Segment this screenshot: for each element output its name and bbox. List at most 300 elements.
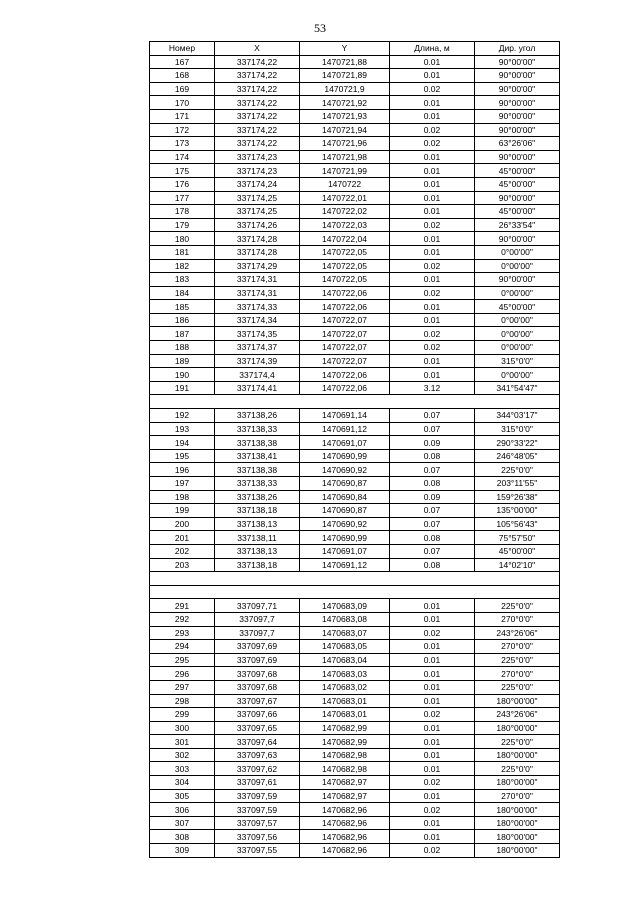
- table-row: [150, 164, 560, 178]
- y-coordinate-cell: 1470691,12: [300, 422, 390, 436]
- y-coordinate-cell: 1470721,92: [300, 96, 390, 110]
- table-row: [150, 680, 560, 694]
- length-cell: 0.01: [390, 721, 475, 735]
- length-cell: 0.01: [390, 205, 475, 219]
- x-coordinate-cell: 337174,23: [215, 164, 300, 178]
- x-coordinate-cell: 337138,26: [215, 490, 300, 504]
- direction-angle-cell: 90°00'00": [475, 273, 560, 287]
- separator-cell: [150, 395, 560, 409]
- y-coordinate-cell: 1470682,96: [300, 830, 390, 844]
- x-coordinate-cell: 337174,37: [215, 341, 300, 355]
- length-cell: 0.01: [390, 55, 475, 69]
- point-number-cell: 300: [150, 721, 215, 735]
- direction-angle-cell: 45°00'00": [475, 544, 560, 558]
- point-number-cell: 181: [150, 245, 215, 259]
- direction-angle-cell: 315°0'0": [475, 354, 560, 368]
- direction-angle-cell: 243°26'06": [475, 708, 560, 722]
- y-coordinate-cell: 1470721,88: [300, 55, 390, 69]
- point-number-cell: 176: [150, 177, 215, 191]
- point-number-cell: 171: [150, 109, 215, 123]
- table-header-row: [150, 42, 560, 56]
- length-cell: 0.08: [390, 558, 475, 572]
- x-coordinate-cell: 337174,22: [215, 96, 300, 110]
- column-header-direction-angle: Дир. угол: [475, 42, 560, 56]
- y-coordinate-cell: 1470682,98: [300, 762, 390, 776]
- point-number-cell: 298: [150, 694, 215, 708]
- table-row: [150, 436, 560, 450]
- length-cell: 0.01: [390, 69, 475, 83]
- table-row: [150, 327, 560, 341]
- direction-angle-cell: 159°26'38": [475, 490, 560, 504]
- table-row: [150, 55, 560, 69]
- length-cell: 0.07: [390, 422, 475, 436]
- direction-angle-cell: 90°00'00": [475, 69, 560, 83]
- point-number-cell: 179: [150, 218, 215, 232]
- separator-row: [150, 572, 560, 586]
- point-number-cell: 307: [150, 816, 215, 830]
- x-coordinate-cell: 337174,25: [215, 191, 300, 205]
- x-coordinate-cell: 337097,7: [215, 626, 300, 640]
- table-row: [150, 177, 560, 191]
- x-coordinate-cell: 337138,18: [215, 504, 300, 518]
- y-coordinate-cell: 1470722,01: [300, 191, 390, 205]
- direction-angle-cell: 225°0'0": [475, 680, 560, 694]
- direction-angle-cell: 270°0'0": [475, 612, 560, 626]
- y-coordinate-cell: 1470690,92: [300, 463, 390, 477]
- length-cell: 0.01: [390, 667, 475, 681]
- y-coordinate-cell: 1470691,07: [300, 544, 390, 558]
- direction-angle-cell: 341°54'47": [475, 381, 560, 395]
- x-coordinate-cell: 337174,22: [215, 82, 300, 96]
- length-cell: 0.02: [390, 259, 475, 273]
- length-cell: 0.01: [390, 789, 475, 803]
- y-coordinate-cell: 1470683,08: [300, 612, 390, 626]
- table-body: [150, 55, 560, 857]
- direction-angle-cell: 90°00'00": [475, 232, 560, 246]
- y-coordinate-cell: 1470682,99: [300, 735, 390, 749]
- y-coordinate-cell: 1470722,07: [300, 354, 390, 368]
- column-header-number: Номер: [150, 42, 215, 56]
- y-coordinate-cell: 1470691,12: [300, 558, 390, 572]
- length-cell: 0.02: [390, 82, 475, 96]
- point-number-cell: 202: [150, 544, 215, 558]
- x-coordinate-cell: 337097,55: [215, 844, 300, 858]
- table-row: [150, 844, 560, 858]
- y-coordinate-cell: 1470690,92: [300, 517, 390, 531]
- y-coordinate-cell: 1470722,07: [300, 313, 390, 327]
- length-cell: 0.02: [390, 286, 475, 300]
- x-coordinate-cell: 337174,22: [215, 69, 300, 83]
- y-coordinate-cell: 1470682,96: [300, 816, 390, 830]
- length-cell: 0.01: [390, 680, 475, 694]
- table-row: [150, 612, 560, 626]
- direction-angle-cell: 90°00'00": [475, 96, 560, 110]
- y-coordinate-cell: 1470690,87: [300, 504, 390, 518]
- y-coordinate-cell: 1470722,06: [300, 286, 390, 300]
- column-header-y: Y: [300, 42, 390, 56]
- coordinates-table: [149, 41, 560, 858]
- length-cell: 0.07: [390, 463, 475, 477]
- table-row: [150, 449, 560, 463]
- length-cell: 0.01: [390, 191, 475, 205]
- length-cell: 0.01: [390, 694, 475, 708]
- point-number-cell: 306: [150, 803, 215, 817]
- page-number: 53: [314, 21, 326, 35]
- point-number-cell: 180: [150, 232, 215, 246]
- point-number-cell: 195: [150, 449, 215, 463]
- length-cell: 0.02: [390, 708, 475, 722]
- y-coordinate-cell: 1470721,98: [300, 150, 390, 164]
- y-coordinate-cell: 1470722,05: [300, 245, 390, 259]
- table-row: [150, 109, 560, 123]
- length-cell: 0.02: [390, 123, 475, 137]
- length-cell: 0.09: [390, 490, 475, 504]
- point-number-cell: 197: [150, 477, 215, 491]
- direction-angle-cell: 246°48'05": [475, 449, 560, 463]
- y-coordinate-cell: 1470682,99: [300, 721, 390, 735]
- direction-angle-cell: 225°0'0": [475, 653, 560, 667]
- table-row: [150, 803, 560, 817]
- direction-angle-cell: 180°00'00": [475, 748, 560, 762]
- y-coordinate-cell: 1470721,99: [300, 164, 390, 178]
- y-coordinate-cell: 1470683,09: [300, 599, 390, 613]
- point-number-cell: 294: [150, 640, 215, 654]
- table-row: [150, 463, 560, 477]
- y-coordinate-cell: 1470683,05: [300, 640, 390, 654]
- length-cell: 0.09: [390, 436, 475, 450]
- length-cell: 0.02: [390, 776, 475, 790]
- table-row: [150, 191, 560, 205]
- length-cell: 0.08: [390, 477, 475, 491]
- table-row: [150, 558, 560, 572]
- x-coordinate-cell: 337174,31: [215, 286, 300, 300]
- y-coordinate-cell: 1470722,02: [300, 205, 390, 219]
- y-coordinate-cell: 1470682,96: [300, 844, 390, 858]
- y-coordinate-cell: 1470682,97: [300, 789, 390, 803]
- direction-angle-cell: 225°0'0": [475, 762, 560, 776]
- length-cell: 0.01: [390, 354, 475, 368]
- x-coordinate-cell: 337138,38: [215, 463, 300, 477]
- table-row: [150, 735, 560, 749]
- x-coordinate-cell: 337097,67: [215, 694, 300, 708]
- y-coordinate-cell: 1470722,07: [300, 341, 390, 355]
- x-coordinate-cell: 337097,59: [215, 803, 300, 817]
- table-row: [150, 137, 560, 151]
- length-cell: 0.01: [390, 109, 475, 123]
- y-coordinate-cell: 1470690,87: [300, 477, 390, 491]
- length-cell: 0.01: [390, 273, 475, 287]
- direction-angle-cell: 90°00'00": [475, 82, 560, 96]
- y-coordinate-cell: 1470722,03: [300, 218, 390, 232]
- column-header-x: X: [215, 42, 300, 56]
- table-row: [150, 273, 560, 287]
- y-coordinate-cell: 1470722,06: [300, 381, 390, 395]
- table-row: [150, 748, 560, 762]
- table-row: [150, 721, 560, 735]
- x-coordinate-cell: 337174,22: [215, 55, 300, 69]
- point-number-cell: 193: [150, 422, 215, 436]
- y-coordinate-cell: 1470721,89: [300, 69, 390, 83]
- x-coordinate-cell: 337097,7: [215, 612, 300, 626]
- x-coordinate-cell: 337174,31: [215, 273, 300, 287]
- point-number-cell: 192: [150, 409, 215, 423]
- direction-angle-cell: 180°00'00": [475, 844, 560, 858]
- direction-angle-cell: 243°26'06": [475, 626, 560, 640]
- direction-angle-cell: 180°00'00": [475, 776, 560, 790]
- y-coordinate-cell: 1470722: [300, 177, 390, 191]
- table-row: [150, 96, 560, 110]
- length-cell: 0.02: [390, 341, 475, 355]
- point-number-cell: 198: [150, 490, 215, 504]
- length-cell: 0.02: [390, 327, 475, 341]
- table-row: [150, 544, 560, 558]
- table-row: [150, 205, 560, 219]
- x-coordinate-cell: 337138,33: [215, 477, 300, 491]
- length-cell: 0.07: [390, 504, 475, 518]
- x-coordinate-cell: 337138,33: [215, 422, 300, 436]
- length-cell: 0.02: [390, 137, 475, 151]
- table-row: [150, 762, 560, 776]
- x-coordinate-cell: 337097,57: [215, 816, 300, 830]
- table-row: [150, 517, 560, 531]
- point-number-cell: 170: [150, 96, 215, 110]
- length-cell: 0.01: [390, 164, 475, 178]
- y-coordinate-cell: 1470722,05: [300, 273, 390, 287]
- length-cell: 0.01: [390, 96, 475, 110]
- separator-row: [150, 585, 560, 599]
- y-coordinate-cell: 1470722,06: [300, 368, 390, 382]
- length-cell: 0.07: [390, 409, 475, 423]
- y-coordinate-cell: 1470683,01: [300, 694, 390, 708]
- table-row: [150, 300, 560, 314]
- x-coordinate-cell: 337097,68: [215, 680, 300, 694]
- direction-angle-cell: 290°33'22": [475, 436, 560, 450]
- table-row: [150, 694, 560, 708]
- direction-angle-cell: 90°00'00": [475, 109, 560, 123]
- direction-angle-cell: 180°00'00": [475, 694, 560, 708]
- length-cell: 0.01: [390, 368, 475, 382]
- x-coordinate-cell: 337097,65: [215, 721, 300, 735]
- x-coordinate-cell: 337174,35: [215, 327, 300, 341]
- x-coordinate-cell: 337174,23: [215, 150, 300, 164]
- point-number-cell: 296: [150, 667, 215, 681]
- y-coordinate-cell: 1470691,07: [300, 436, 390, 450]
- y-coordinate-cell: 1470682,97: [300, 776, 390, 790]
- x-coordinate-cell: 337174,22: [215, 123, 300, 137]
- direction-angle-cell: 0°00'00": [475, 313, 560, 327]
- table-row: [150, 422, 560, 436]
- table-row: [150, 626, 560, 640]
- x-coordinate-cell: 337097,56: [215, 830, 300, 844]
- point-number-cell: 302: [150, 748, 215, 762]
- table-row: [150, 640, 560, 654]
- direction-angle-cell: 135°00'00": [475, 504, 560, 518]
- point-number-cell: 305: [150, 789, 215, 803]
- x-coordinate-cell: 337097,59: [215, 789, 300, 803]
- length-cell: 0.02: [390, 803, 475, 817]
- x-coordinate-cell: 337138,38: [215, 436, 300, 450]
- length-cell: 0.01: [390, 748, 475, 762]
- length-cell: 0.01: [390, 300, 475, 314]
- direction-angle-cell: 180°00'00": [475, 721, 560, 735]
- length-cell: 0.01: [390, 245, 475, 259]
- x-coordinate-cell: 337138,26: [215, 409, 300, 423]
- x-coordinate-cell: 337174,29: [215, 259, 300, 273]
- x-coordinate-cell: 337138,18: [215, 558, 300, 572]
- direction-angle-cell: 270°0'0": [475, 789, 560, 803]
- direction-angle-cell: 63°26'06": [475, 137, 560, 151]
- x-coordinate-cell: 337174,4: [215, 368, 300, 382]
- x-coordinate-cell: 337174,28: [215, 232, 300, 246]
- length-cell: 0.01: [390, 599, 475, 613]
- x-coordinate-cell: 337097,61: [215, 776, 300, 790]
- y-coordinate-cell: 1470690,99: [300, 449, 390, 463]
- x-coordinate-cell: 337138,13: [215, 517, 300, 531]
- direction-angle-cell: 270°0'0": [475, 667, 560, 681]
- point-number-cell: 291: [150, 599, 215, 613]
- x-coordinate-cell: 337174,34: [215, 313, 300, 327]
- table-row: [150, 490, 560, 504]
- point-number-cell: 186: [150, 313, 215, 327]
- direction-angle-cell: 0°00'00": [475, 259, 560, 273]
- direction-angle-cell: 0°00'00": [475, 245, 560, 259]
- y-coordinate-cell: 1470683,07: [300, 626, 390, 640]
- direction-angle-cell: 45°00'00": [475, 300, 560, 314]
- direction-angle-cell: 0°00'00": [475, 327, 560, 341]
- point-number-cell: 301: [150, 735, 215, 749]
- x-coordinate-cell: 337174,33: [215, 300, 300, 314]
- point-number-cell: 184: [150, 286, 215, 300]
- point-number-cell: 196: [150, 463, 215, 477]
- length-cell: 0.01: [390, 653, 475, 667]
- x-coordinate-cell: 337174,26: [215, 218, 300, 232]
- point-number-cell: 168: [150, 69, 215, 83]
- table-row: [150, 776, 560, 790]
- point-number-cell: 182: [150, 259, 215, 273]
- x-coordinate-cell: 337174,28: [215, 245, 300, 259]
- table-row: [150, 245, 560, 259]
- length-cell: 0.01: [390, 232, 475, 246]
- y-coordinate-cell: 1470721,93: [300, 109, 390, 123]
- point-number-cell: 303: [150, 762, 215, 776]
- length-cell: 0.01: [390, 612, 475, 626]
- x-coordinate-cell: 337174,24: [215, 177, 300, 191]
- x-coordinate-cell: 337097,71: [215, 599, 300, 613]
- direction-angle-cell: 315°0'0": [475, 422, 560, 436]
- direction-angle-cell: 90°00'00": [475, 191, 560, 205]
- y-coordinate-cell: 1470690,84: [300, 490, 390, 504]
- point-number-cell: 172: [150, 123, 215, 137]
- point-number-cell: 194: [150, 436, 215, 450]
- point-number-cell: 201: [150, 531, 215, 545]
- length-cell: 0.01: [390, 762, 475, 776]
- y-coordinate-cell: 1470691,14: [300, 409, 390, 423]
- x-coordinate-cell: 337174,41: [215, 381, 300, 395]
- point-number-cell: 309: [150, 844, 215, 858]
- x-coordinate-cell: 337097,63: [215, 748, 300, 762]
- direction-angle-cell: 75°57'50": [475, 531, 560, 545]
- table-row: [150, 341, 560, 355]
- length-cell: 0.02: [390, 218, 475, 232]
- point-number-cell: 185: [150, 300, 215, 314]
- x-coordinate-cell: 337097,69: [215, 640, 300, 654]
- table-row: [150, 789, 560, 803]
- y-coordinate-cell: 1470722,06: [300, 300, 390, 314]
- point-number-cell: 292: [150, 612, 215, 626]
- direction-angle-cell: 45°00'00": [475, 164, 560, 178]
- point-number-cell: 297: [150, 680, 215, 694]
- separator-row: [150, 395, 560, 409]
- table-row: [150, 368, 560, 382]
- point-number-cell: 173: [150, 137, 215, 151]
- length-cell: 0.01: [390, 830, 475, 844]
- point-number-cell: 175: [150, 164, 215, 178]
- table-row: [150, 477, 560, 491]
- direction-angle-cell: 203°11'55": [475, 477, 560, 491]
- table-row: [150, 381, 560, 395]
- point-number-cell: 203: [150, 558, 215, 572]
- point-number-cell: 200: [150, 517, 215, 531]
- table-row: [150, 232, 560, 246]
- direction-angle-cell: 0°00'00": [475, 341, 560, 355]
- y-coordinate-cell: 1470682,96: [300, 803, 390, 817]
- x-coordinate-cell: 337097,64: [215, 735, 300, 749]
- x-coordinate-cell: 337138,13: [215, 544, 300, 558]
- direction-angle-cell: 90°00'00": [475, 123, 560, 137]
- direction-angle-cell: 270°0'0": [475, 640, 560, 654]
- point-number-cell: 169: [150, 82, 215, 96]
- direction-angle-cell: 225°0'0": [475, 599, 560, 613]
- x-coordinate-cell: 337097,66: [215, 708, 300, 722]
- point-number-cell: 299: [150, 708, 215, 722]
- direction-angle-cell: 14°02'10": [475, 558, 560, 572]
- separator-cell: [150, 585, 560, 599]
- length-cell: 0.08: [390, 449, 475, 463]
- point-number-cell: 167: [150, 55, 215, 69]
- point-number-cell: 199: [150, 504, 215, 518]
- x-coordinate-cell: 337174,22: [215, 137, 300, 151]
- y-coordinate-cell: 1470721,94: [300, 123, 390, 137]
- length-cell: 0.02: [390, 844, 475, 858]
- point-number-cell: 177: [150, 191, 215, 205]
- point-number-cell: 295: [150, 653, 215, 667]
- separator-cell: [150, 572, 560, 586]
- length-cell: 0.07: [390, 517, 475, 531]
- table-row: [150, 409, 560, 423]
- table-row: [150, 313, 560, 327]
- table-row: [150, 830, 560, 844]
- length-cell: 0.01: [390, 313, 475, 327]
- length-cell: 0.07: [390, 544, 475, 558]
- x-coordinate-cell: 337097,68: [215, 667, 300, 681]
- column-header-length: Длина, м: [390, 42, 475, 56]
- length-cell: 0.02: [390, 626, 475, 640]
- direction-angle-cell: 90°00'00": [475, 150, 560, 164]
- length-cell: 0.01: [390, 177, 475, 191]
- table-row: [150, 708, 560, 722]
- point-number-cell: 187: [150, 327, 215, 341]
- table-row: [150, 667, 560, 681]
- point-number-cell: 304: [150, 776, 215, 790]
- x-coordinate-cell: 337174,25: [215, 205, 300, 219]
- y-coordinate-cell: 1470721,96: [300, 137, 390, 151]
- table-row: [150, 259, 560, 273]
- point-number-cell: 190: [150, 368, 215, 382]
- y-coordinate-cell: 1470683,02: [300, 680, 390, 694]
- direction-angle-cell: 180°00'00": [475, 803, 560, 817]
- x-coordinate-cell: 337174,22: [215, 109, 300, 123]
- direction-angle-cell: 0°00'00": [475, 286, 560, 300]
